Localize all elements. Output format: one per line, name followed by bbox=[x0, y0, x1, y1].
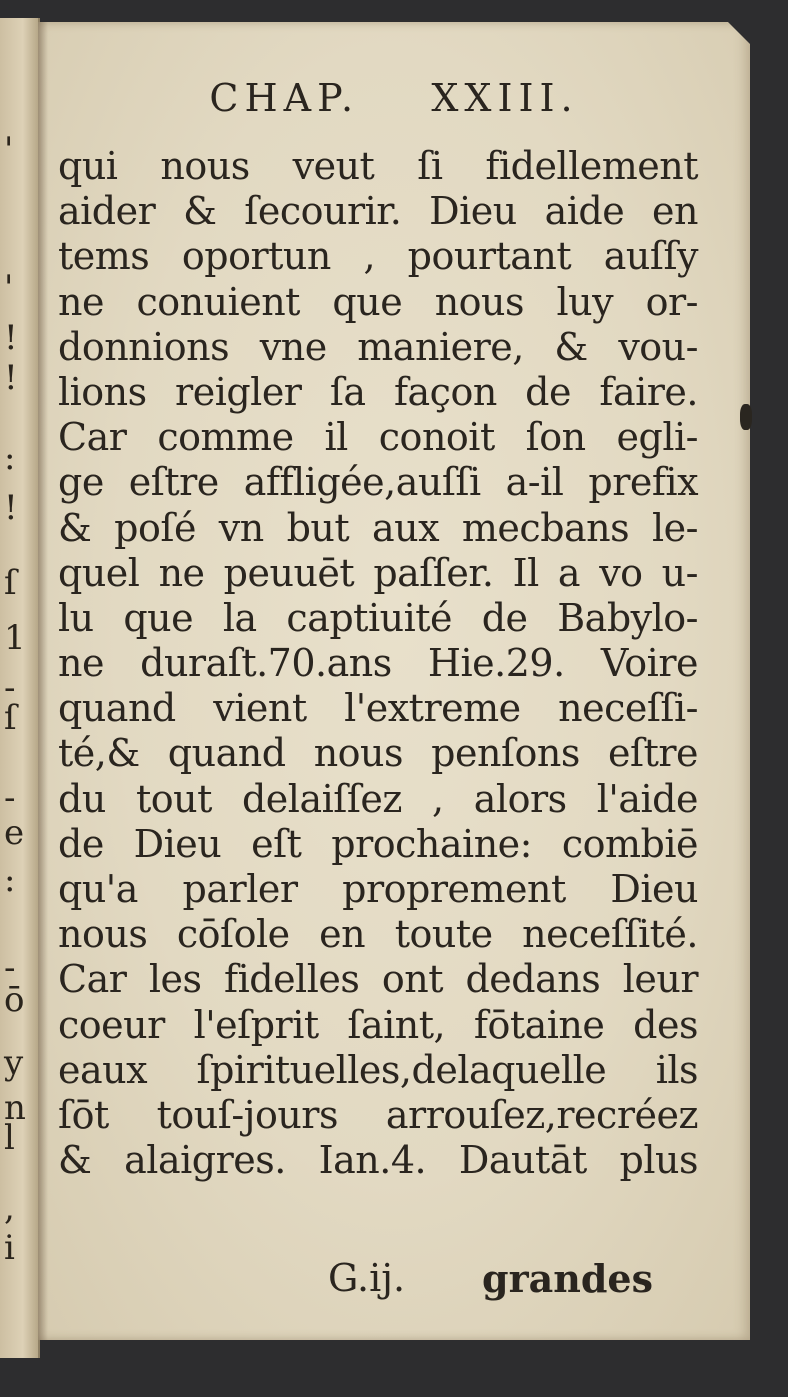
book-page bbox=[38, 22, 750, 1340]
text-line: donnions vne maniere, & vou- bbox=[58, 324, 698, 369]
text-line: Car les fidelles ont dedans leur bbox=[58, 957, 698, 1002]
edge-glyph: ō bbox=[4, 980, 25, 1020]
page-footer bbox=[38, 1256, 750, 1306]
edge-glyph: - bbox=[4, 778, 16, 818]
edge-glyph: ' bbox=[4, 268, 14, 308]
text-line: té,& quand nous penſons eſtre bbox=[58, 731, 698, 776]
text-line: qu'a parler proprement Dieu bbox=[58, 867, 698, 911]
running-header bbox=[38, 76, 750, 120]
text-line: de Dieu eſt prochaine: combiē bbox=[58, 821, 698, 866]
body-text bbox=[58, 144, 698, 1183]
edge-glyph: : bbox=[4, 860, 16, 900]
text-line: ne conuient que nous luy or- bbox=[58, 279, 698, 324]
chapter-number: XXIII. bbox=[431, 76, 579, 120]
text-line: & poſé vn but aux mecbans le- bbox=[58, 505, 698, 550]
edge-glyph: e bbox=[4, 813, 25, 853]
text-line: tems oportun , pourtant auſſy bbox=[58, 234, 698, 279]
edge-glyph: - bbox=[4, 948, 16, 988]
edge-glyph: - bbox=[4, 668, 16, 708]
left-page-edge-glyphs bbox=[2, 18, 36, 1358]
signature-mark: G.ij. bbox=[328, 1256, 406, 1300]
text-line: ge eſtre affligée,auſſi a-il prefix bbox=[58, 460, 698, 505]
edge-glyph: ſ bbox=[4, 563, 17, 603]
chapter-label: CHAP. bbox=[209, 76, 360, 120]
text-line: coeur l'eſprit ſaint, fōtaine des bbox=[58, 1002, 698, 1047]
catchword: grandes bbox=[482, 1256, 653, 1301]
text-line: & alaigres. Ian.4. Dautāt plus bbox=[58, 1138, 698, 1183]
text-line: du tout delaiſſez , alors l'aide bbox=[58, 776, 698, 821]
text-line: eaux ſpirituelles,delaquelle ils bbox=[58, 1047, 698, 1092]
text-line: lions reigler ſa façon de faire. bbox=[58, 369, 698, 414]
edge-glyph: , bbox=[4, 1188, 15, 1228]
edge-glyph: l bbox=[4, 1118, 15, 1158]
ink-blot bbox=[740, 404, 752, 430]
edge-glyph: i bbox=[4, 1228, 15, 1268]
left-page-edge bbox=[0, 18, 40, 1358]
text-line: qui nous veut ſi fidellement bbox=[58, 144, 698, 188]
text-line: nous cōſole en toute neceſſité. bbox=[58, 912, 698, 957]
text-line: quel ne peuuēt paſſer. Il a vo u- bbox=[58, 550, 698, 595]
edge-glyph: ! bbox=[4, 488, 18, 528]
edge-glyph: n bbox=[4, 1088, 26, 1128]
edge-glyph: : bbox=[4, 438, 16, 478]
edge-glyph: ſ bbox=[4, 698, 17, 738]
edge-glyph: ! bbox=[4, 358, 18, 398]
edge-glyph: ! bbox=[4, 318, 18, 358]
text-line: lu que la captiuité de Babylo- bbox=[58, 595, 698, 640]
edge-glyph: 1 bbox=[4, 618, 26, 658]
gutter-shadow bbox=[38, 22, 48, 1340]
text-line: ſōt touſ-jours arrouſez,recréez bbox=[58, 1092, 698, 1137]
edge-glyph: y bbox=[4, 1043, 24, 1083]
text-line: Car comme il conoit ſon egli- bbox=[58, 415, 698, 460]
edge-glyph: ' bbox=[4, 130, 14, 170]
text-line: ne duraſt.70.ans Hie.29. Voire bbox=[58, 641, 698, 686]
text-line: aider & ſecourir. Dieu aide en bbox=[58, 189, 698, 234]
torn-corner bbox=[728, 22, 750, 44]
text-line: quand vient l'extreme neceſſi- bbox=[58, 686, 698, 731]
